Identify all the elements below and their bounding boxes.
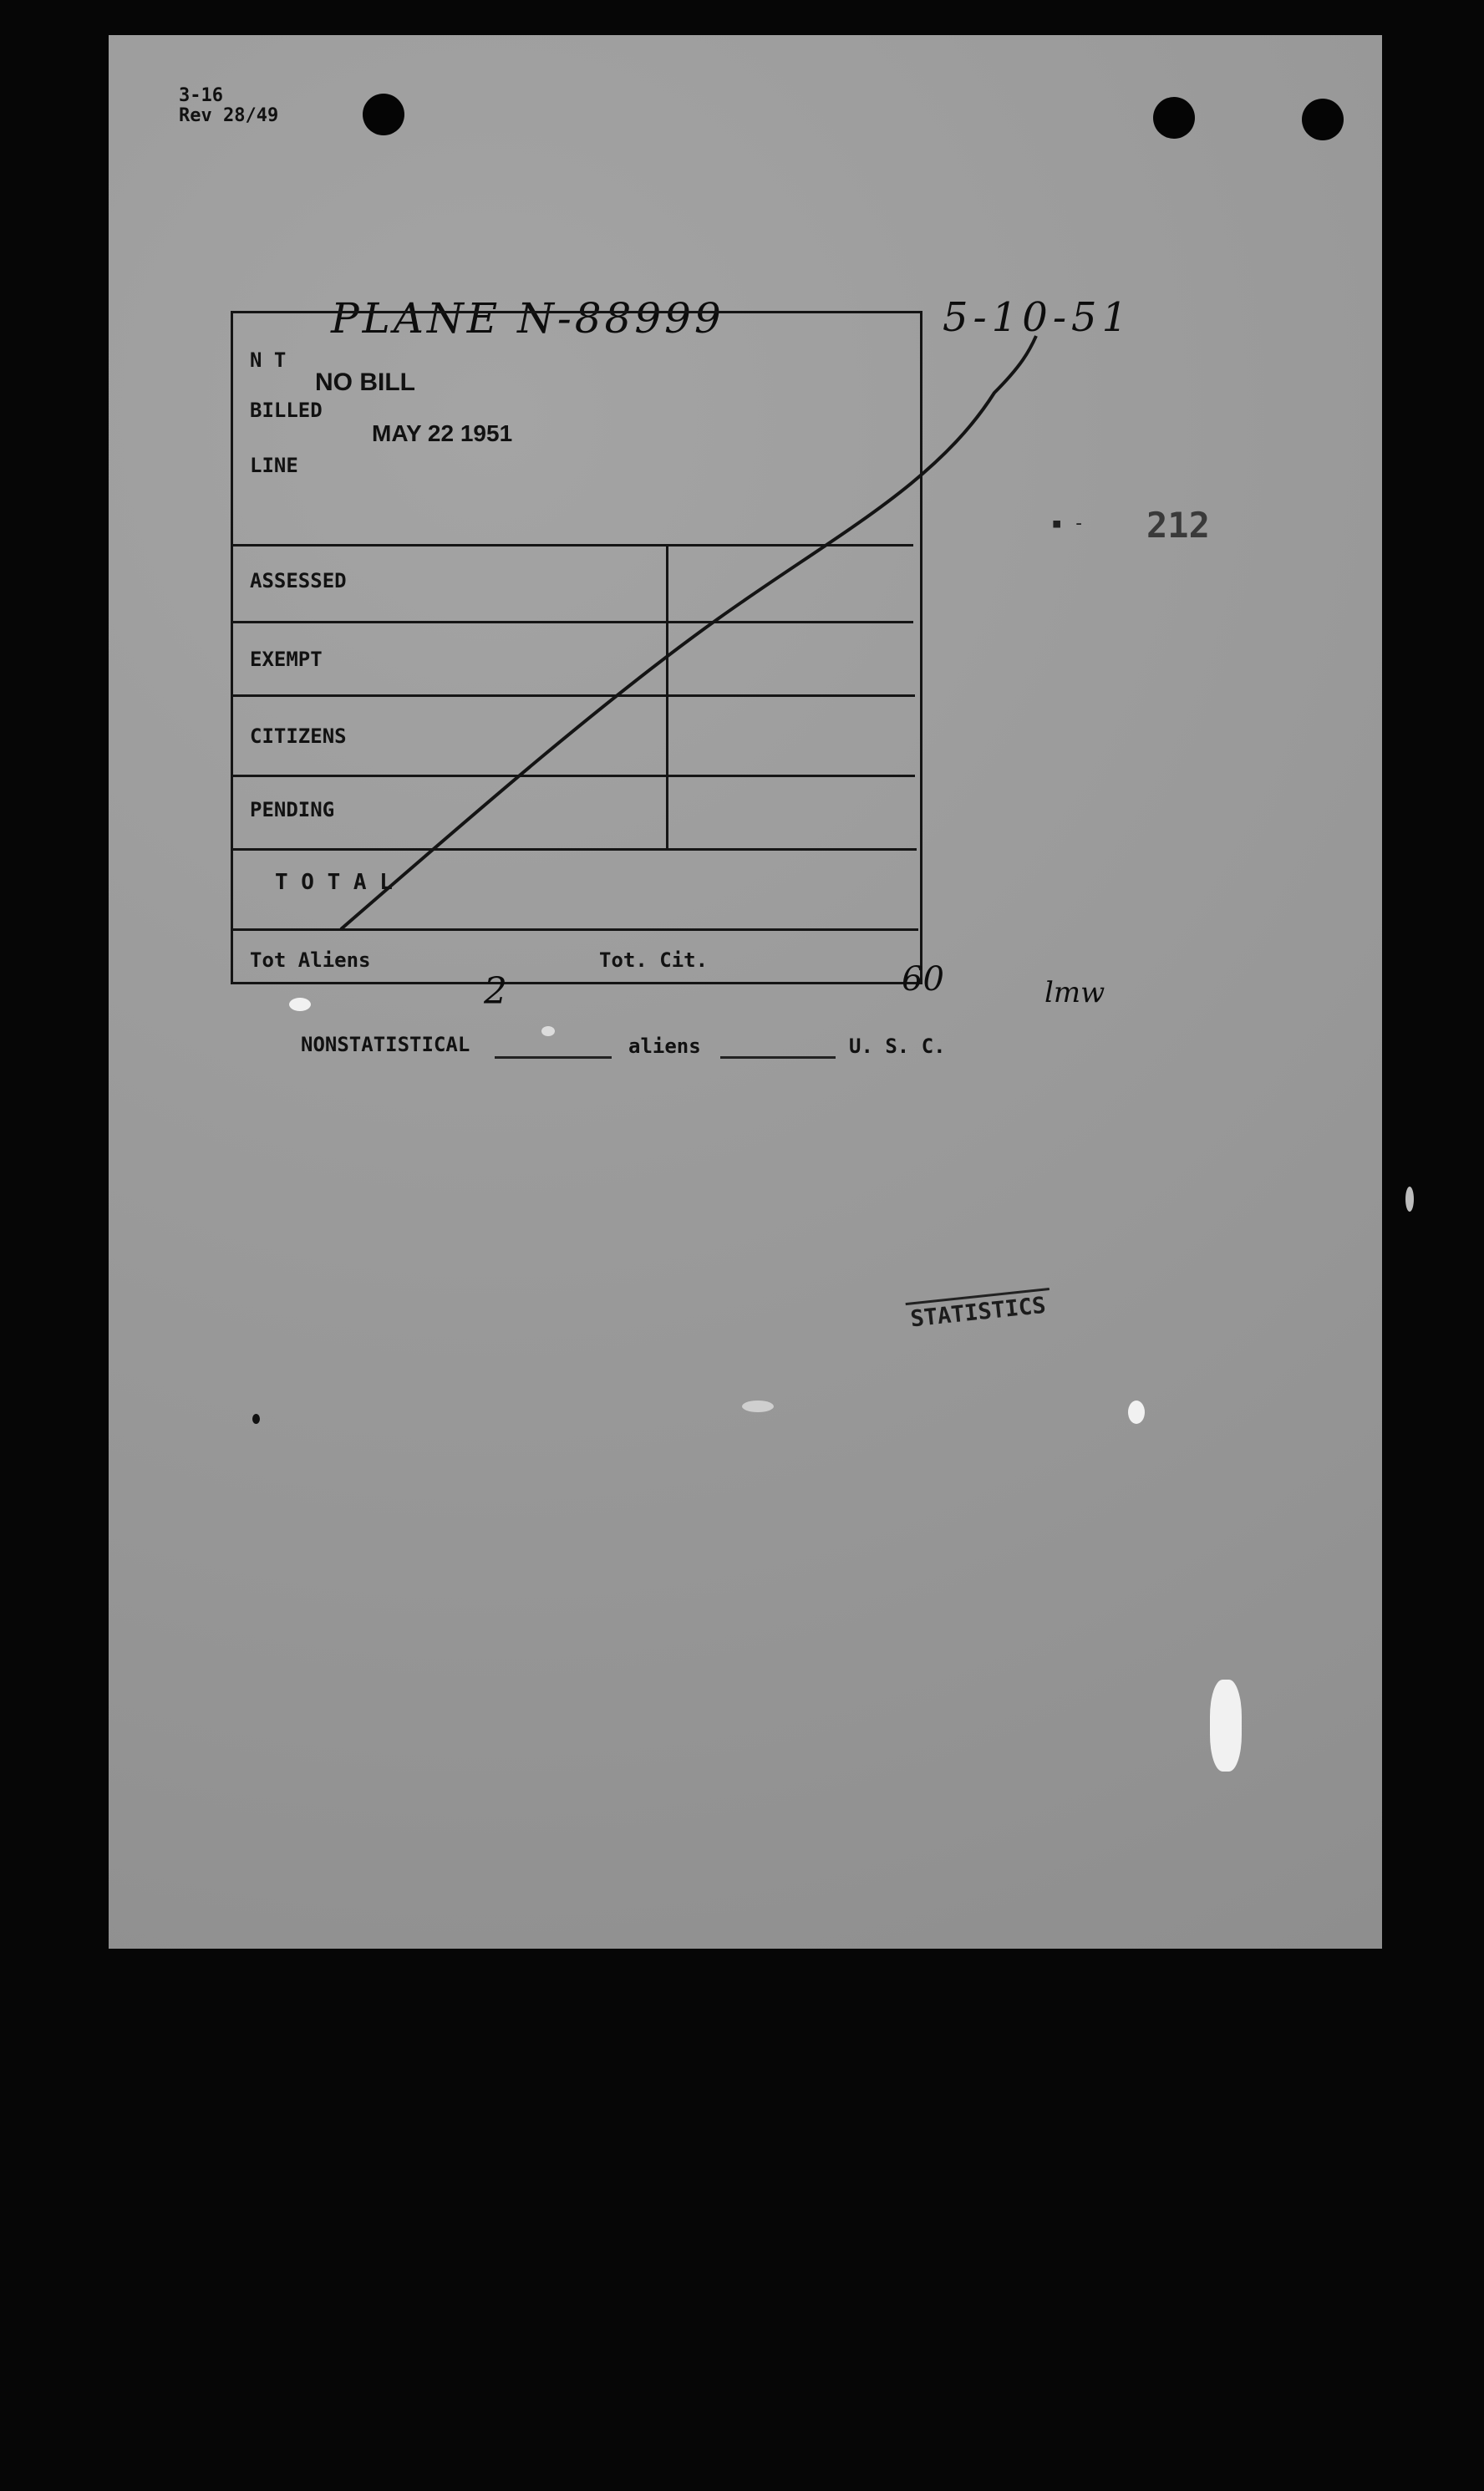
row-label-assessed: ASSESSED bbox=[250, 569, 347, 592]
total-label: T O T A L bbox=[275, 870, 393, 895]
paper-speck bbox=[289, 998, 311, 1011]
tot-cit-label: Tot. Cit. bbox=[599, 948, 709, 972]
row-label-billed: BILLED bbox=[250, 399, 323, 422]
aliens-label: aliens bbox=[628, 1035, 701, 1058]
form-number: 3-16 bbox=[179, 85, 223, 106]
row-label-line: LINE bbox=[250, 454, 298, 477]
initials-handwritten: lmw bbox=[1044, 976, 1105, 1009]
row-label-pending: PENDING bbox=[250, 798, 335, 821]
nonstatistical-label: NONSTATISTICAL bbox=[301, 1033, 470, 1056]
form-revision: Rev 28/49 bbox=[179, 105, 279, 126]
plane-number-handwritten: PLANE N-88999 bbox=[331, 294, 724, 343]
statistics-stamp: STATISTICS bbox=[906, 1288, 1052, 1333]
paper-speck bbox=[1405, 1187, 1414, 1212]
aliens-blank bbox=[495, 1056, 612, 1059]
no-bill-stamp: NO BILL bbox=[315, 369, 415, 396]
paper-speck bbox=[541, 1026, 555, 1036]
usc-label: U. S. C. bbox=[849, 1035, 946, 1058]
tot-cit-value: 60 bbox=[902, 960, 944, 999]
row-label-exempt: EXEMPT bbox=[250, 648, 323, 671]
paper-speck bbox=[742, 1401, 774, 1412]
row-label-nt: N T bbox=[250, 348, 287, 372]
paper-speck bbox=[252, 1414, 260, 1424]
paper-speck bbox=[1128, 1401, 1145, 1424]
usc-blank bbox=[720, 1056, 836, 1059]
row-label-citizens: CITIZENS bbox=[250, 724, 347, 748]
date-stamp: MAY 22 1951 bbox=[372, 420, 513, 446]
date-handwritten: 5-10-51 bbox=[943, 294, 1133, 341]
page-number: 212 bbox=[1146, 505, 1210, 546]
tot-aliens-label: Tot Aliens bbox=[250, 948, 371, 972]
paper-speck bbox=[1210, 1680, 1242, 1772]
page-number-stamp: ▪ - bbox=[1051, 513, 1085, 534]
tot-aliens-value: 2 bbox=[484, 970, 507, 1013]
